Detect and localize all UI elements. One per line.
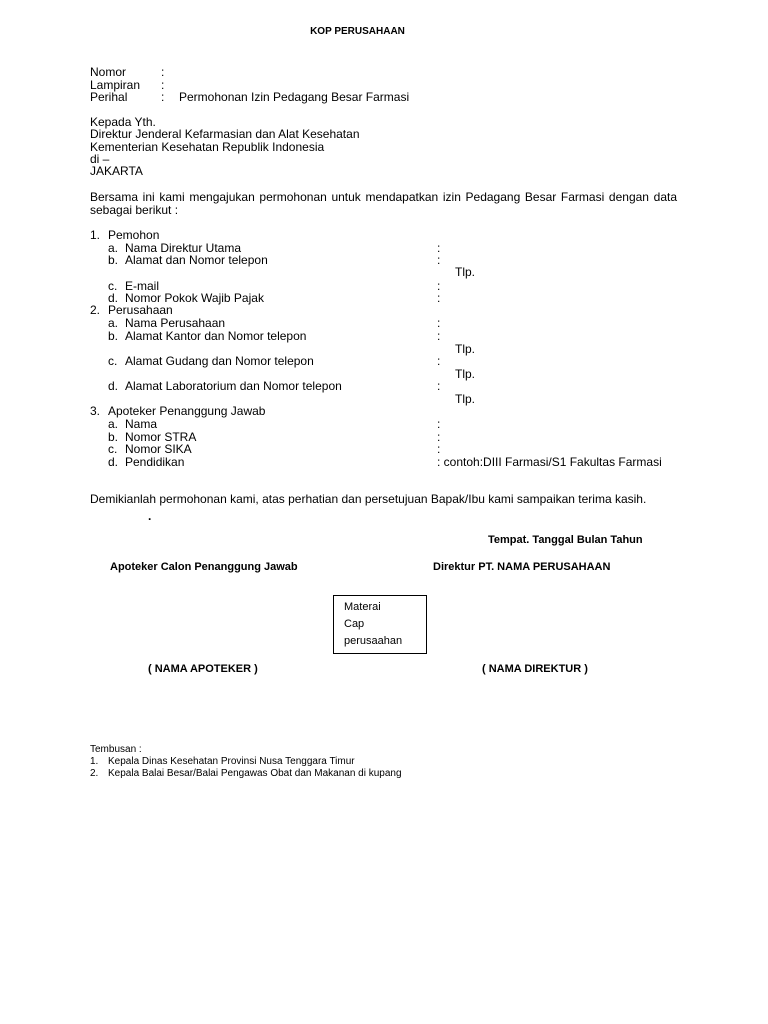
recipient-city: JAKARTA	[90, 164, 143, 178]
section-title: Pemohon	[108, 228, 160, 242]
stamp-line: Cap	[344, 618, 365, 630]
item-letter: d.	[108, 455, 119, 469]
section-number: 2.	[90, 303, 101, 317]
lampiran-colon: :	[161, 78, 165, 92]
apoteker-title: Apoteker Calon Penanggung Jawab	[110, 561, 298, 573]
stamp-line: Materai	[344, 601, 381, 613]
perihal-label: Perihal	[90, 90, 128, 104]
item-letter: b.	[108, 253, 119, 267]
lampiran-label: Lampiran	[90, 78, 141, 92]
item-letter: d.	[108, 379, 119, 393]
letterhead-title: KOP PERUSAHAAN	[310, 26, 405, 37]
stray-dot: .	[148, 509, 152, 523]
tembusan-num: 1.	[90, 756, 99, 767]
section-number: 3.	[90, 404, 101, 418]
item-letter: c.	[108, 442, 118, 456]
item-label: Alamat Gudang dan Nomor telepon	[125, 354, 314, 368]
item-letter: b.	[108, 329, 119, 343]
item-label: Nomor STRA	[125, 430, 197, 444]
tembusan-num: 2.	[90, 768, 99, 779]
tlp-label: Tlp.	[455, 367, 476, 381]
item-letter: b.	[108, 430, 119, 444]
recipient-line: Direktur Jenderal Kefarmasian dan Alat Kesehatan	[90, 127, 360, 141]
item-label: Alamat Laboratorium dan Nomor telepon	[125, 379, 342, 393]
section-title: Perusahaan	[108, 303, 173, 317]
recipient-line: di –	[90, 152, 110, 166]
item-letter: c.	[108, 354, 118, 368]
tlp-label: Tlp.	[455, 392, 476, 406]
item-letter: d.	[108, 291, 119, 305]
item-colon: :	[437, 253, 441, 267]
perihal-value: Permohonan Izin Pedagang Besar Farmasi	[179, 90, 410, 104]
item-colon: :	[437, 241, 441, 255]
tlp-label: Tlp.	[455, 342, 476, 356]
stamp-line: perusaahan	[344, 635, 403, 647]
item-colon: :	[437, 442, 441, 456]
tlp-label: Tlp.	[455, 265, 476, 279]
item-colon: :	[437, 430, 441, 444]
section-number: 1.	[90, 228, 101, 242]
item-colon: :	[437, 329, 441, 343]
item-label: Nomor Pokok Wajib Pajak	[125, 291, 264, 305]
item-label: Nama Perusahaan	[125, 316, 226, 330]
item-colon: :	[437, 316, 441, 330]
stamp-box	[333, 595, 427, 654]
item-letter: c.	[108, 279, 118, 293]
nomor-colon: :	[161, 65, 165, 79]
tembusan-item: Kepala Balai Besar/Balai Pengawas Obat dan Makanan di kupang	[108, 768, 402, 779]
item-colon: :	[437, 354, 441, 368]
nomor-label: Nomor	[90, 65, 127, 79]
perihal-colon: :	[161, 90, 165, 104]
closing-paragraph: Demikianlah permohonan kami, atas perhatian dan persetujuan Bapak/Ibu kami sampaikan terima kasih.	[90, 492, 647, 506]
item-letter: a.	[108, 316, 119, 330]
item-letter: a.	[108, 417, 119, 431]
intro-paragraph: Bersama ini kami mengajukan permohonan untuk mendapatkan izin Pedagang Besar Farmasi dengan data sebagai berikut :	[90, 190, 677, 217]
item-colon: :	[437, 379, 441, 393]
item-label: Nama	[125, 417, 158, 431]
apoteker-name: ( NAMA APOTEKER )	[148, 663, 258, 675]
recipient-line: Kementerian Kesehatan Republik Indonesia	[90, 140, 325, 154]
item-colon: :	[437, 417, 441, 431]
item-colon: :	[437, 279, 441, 293]
item-label: Pendidikan	[125, 455, 185, 469]
direktur-name: ( NAMA DIREKTUR )	[482, 663, 588, 675]
item-colon: :	[437, 291, 441, 305]
direktur-title: Direktur PT. NAMA PERUSAHAAN	[433, 561, 611, 573]
item-label: Alamat Kantor dan Nomor telepon	[125, 329, 307, 343]
place-date: Tempat. Tanggal Bulan Tahun	[488, 534, 643, 546]
recipient-line: Kepada Yth.	[90, 115, 156, 129]
item-label: Nomor SIKA	[125, 442, 192, 456]
education-example: : contoh:DIII Farmasi/S1 Fakultas Farmasi	[437, 455, 662, 469]
tembusan-item: Kepala Dinas Kesehatan Provinsi Nusa Tenggara Timur	[108, 756, 355, 767]
section-title: Apoteker Penanggung Jawab	[108, 404, 266, 418]
item-label: Nama Direktur Utama	[125, 241, 242, 255]
item-letter: a.	[108, 241, 119, 255]
item-label: E-mail	[125, 279, 160, 293]
tembusan-label: Tembusan :	[90, 744, 142, 755]
item-label: Alamat dan Nomor telepon	[125, 253, 268, 267]
